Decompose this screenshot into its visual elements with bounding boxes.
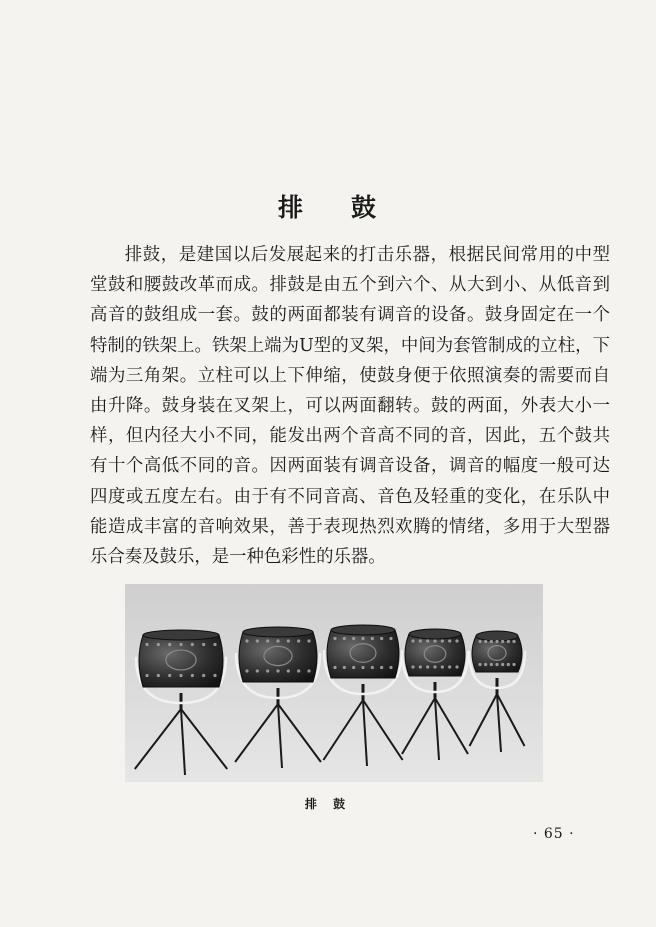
body-paragraph: 排鼓，是建国以后发展起来的打击乐器，根据民间常用的中型堂鼓和腰鼓改革而成。排鼓是由五个到六个、从大到小、从低音到高音的鼓组成一套。鼓的两面都装有调音的设备。鼓身固定在一个特制的铁架上。铁架上端为U型的叉架，中间为套管制成的立柱，下端为三角架。立柱可以上下伸缩，使鼓身便于依照演奏的需要而自由升降。鼓身装在叉架上，可以两面翻转。鼓的两面，外表大小一样，但内径大小不同，能发出两个音高不同的音，因此，五个鼓共有十个高低不同的音。因两面装有调音设备，调音的幅度一般可达四度或五度左右。由于有不同音高、音色及轻重的变化，在乐队中能造成丰富的音响效果，善于表现热烈欢腾的情绪，多用于大型器乐合奏及鼓乐，是一种色彩性的乐器。 [90,245,610,568]
figure-caption: 排 鼓 [304,797,352,811]
title-char-1: 排 [277,193,305,222]
title-char-2: 鼓 [351,193,379,222]
page-title [0,188,656,224]
drum-set-illustration [125,584,543,782]
drum-photo [125,584,543,782]
body-text [90,240,610,572]
page-number: · 65 · [533,826,575,842]
